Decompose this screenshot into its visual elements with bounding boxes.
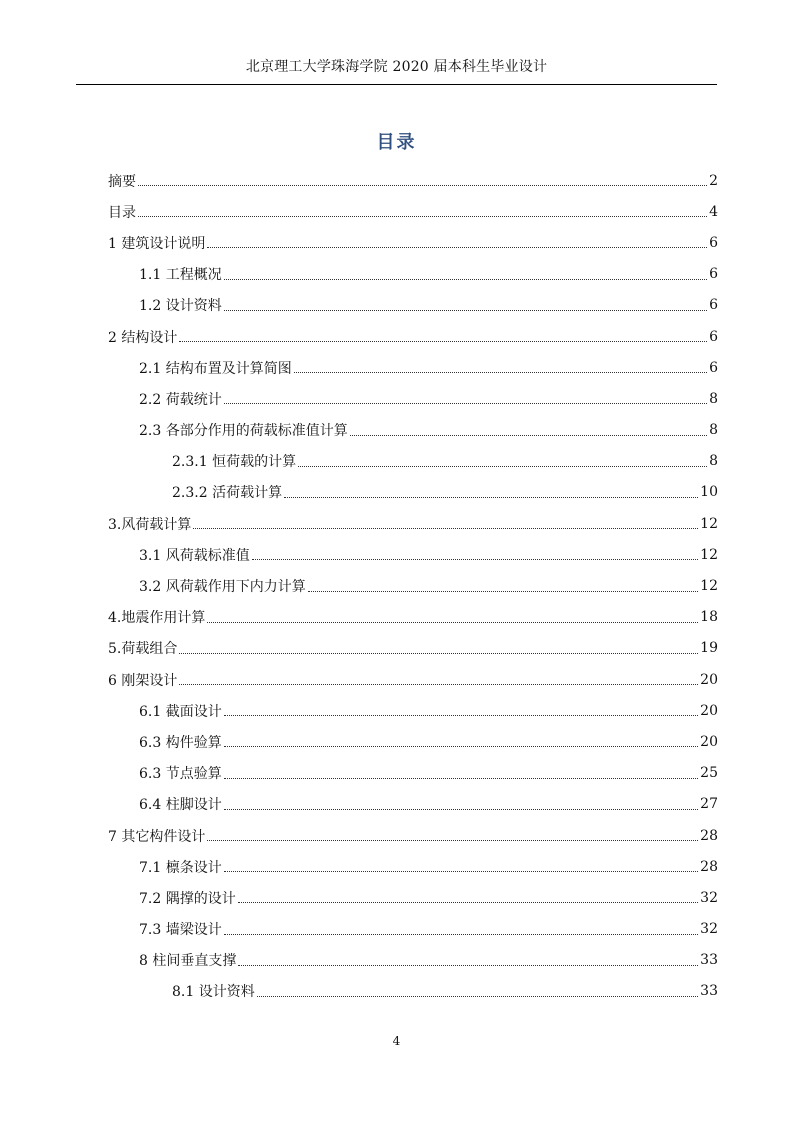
toc-entry-label: 7.3 墙梁设计 xyxy=(139,922,222,939)
toc-entry-page-number: 19 xyxy=(700,640,718,657)
toc-entry[interactable] xyxy=(108,726,718,757)
toc-entry-page-number: 8 xyxy=(709,390,718,407)
toc-entry[interactable] xyxy=(108,539,718,570)
toc-entry[interactable] xyxy=(108,352,718,383)
toc-entry-page-number: 33 xyxy=(700,952,718,969)
toc-entry[interactable] xyxy=(108,259,718,290)
toc-dot-leader xyxy=(138,216,707,217)
toc-entry-page-number: 20 xyxy=(700,733,718,750)
toc-dot-leader xyxy=(224,715,698,716)
page-number: 4 xyxy=(392,1034,401,1048)
toc-entry-page-number: 6 xyxy=(709,234,718,251)
table-of-contents xyxy=(108,165,718,1007)
toc-dot-leader xyxy=(207,840,698,841)
toc-entry-label: 6.3 节点验算 xyxy=(139,766,222,783)
toc-entry[interactable] xyxy=(108,415,718,446)
toc-entry-page-number: 6 xyxy=(709,359,718,376)
toc-dot-leader xyxy=(224,310,707,311)
toc-dot-leader xyxy=(238,902,698,903)
page-header: 北京理工大学珠海学院 2020 届本科生毕业设计 xyxy=(245,59,548,75)
toc-title: 目录 xyxy=(376,132,417,153)
toc-entry-page-number: 6 xyxy=(709,266,718,283)
toc-entry-page-number: 8 xyxy=(709,453,718,470)
toc-entry-label: 摘要 xyxy=(108,173,136,190)
toc-entry[interactable] xyxy=(108,446,718,477)
toc-entry-page-number: 8 xyxy=(709,422,718,439)
toc-entry-page-number: 28 xyxy=(700,827,718,844)
toc-entry[interactable] xyxy=(108,508,718,539)
toc-entry-page-number: 4 xyxy=(709,203,718,220)
toc-dot-leader xyxy=(294,372,707,373)
toc-dot-leader xyxy=(179,653,698,654)
toc-entry-label: 3.风荷载计算 xyxy=(108,516,192,533)
toc-entry-label: 2.3.2 活荷载计算 xyxy=(172,485,283,502)
toc-entry-label: 7 其它构件设计 xyxy=(108,828,206,845)
toc-entry-page-number: 20 xyxy=(700,702,718,719)
toc-entry-page-number: 12 xyxy=(700,515,718,532)
toc-entry-page-number: 32 xyxy=(700,889,718,906)
toc-dot-leader xyxy=(224,279,707,280)
toc-entry-label: 目录 xyxy=(108,204,136,221)
toc-dot-leader xyxy=(207,622,698,623)
toc-entry-label: 2.2 荷载统计 xyxy=(139,391,222,408)
toc-entry-label: 3.1 风荷载标准值 xyxy=(139,547,250,564)
toc-entry[interactable] xyxy=(108,758,718,789)
toc-entry-label: 6.4 柱脚设计 xyxy=(139,797,222,814)
toc-entry[interactable] xyxy=(108,633,718,664)
toc-dot-leader xyxy=(284,497,698,498)
toc-entry[interactable] xyxy=(108,321,718,352)
toc-dot-leader xyxy=(224,403,707,404)
toc-entry-page-number: 6 xyxy=(709,328,718,345)
toc-entry-page-number: 32 xyxy=(700,921,718,938)
toc-entry-page-number: 6 xyxy=(709,297,718,314)
toc-dot-leader xyxy=(252,559,698,560)
toc-entry[interactable] xyxy=(108,196,718,227)
toc-dot-leader xyxy=(138,185,707,186)
toc-dot-leader xyxy=(224,778,698,779)
toc-entry[interactable] xyxy=(108,695,718,726)
toc-dot-leader xyxy=(257,996,698,997)
toc-dot-leader xyxy=(207,247,707,248)
toc-entry[interactable] xyxy=(108,976,718,1007)
toc-entry[interactable] xyxy=(108,820,718,851)
toc-entry[interactable] xyxy=(108,570,718,601)
toc-dot-leader xyxy=(238,965,698,966)
toc-entry-label: 1.2 设计资料 xyxy=(139,298,222,315)
toc-entry-label: 3.2 风荷载作用下内力计算 xyxy=(139,579,306,596)
toc-entry[interactable] xyxy=(108,914,718,945)
toc-entry[interactable] xyxy=(108,165,718,196)
toc-entry-page-number: 2 xyxy=(709,172,718,189)
toc-dot-leader xyxy=(179,341,707,342)
toc-entry[interactable] xyxy=(108,477,718,508)
toc-entry[interactable] xyxy=(108,789,718,820)
toc-entry-label: 2.1 结构布置及计算简图 xyxy=(139,360,292,377)
toc-entry-label: 6.1 截面设计 xyxy=(139,703,222,720)
toc-entry-label: 5.荷载组合 xyxy=(108,641,178,658)
toc-entry-label: 2.3.1 恒荷载的计算 xyxy=(172,454,297,471)
toc-entry-label: 8 柱间垂直支撑 xyxy=(139,953,237,970)
toc-entry[interactable] xyxy=(108,851,718,882)
toc-entry-page-number: 18 xyxy=(700,609,718,626)
toc-entry-page-number: 20 xyxy=(700,671,718,688)
toc-entry[interactable] xyxy=(108,602,718,633)
toc-entry[interactable] xyxy=(108,664,718,695)
toc-entry-page-number: 33 xyxy=(700,983,718,1000)
toc-dot-leader xyxy=(224,871,698,872)
toc-entry[interactable] xyxy=(108,945,718,976)
toc-entry-label: 4.地震作用计算 xyxy=(108,610,206,627)
toc-entry-label: 1.1 工程概况 xyxy=(139,267,222,284)
toc-entry-page-number: 27 xyxy=(700,796,718,813)
header-rule xyxy=(76,84,717,85)
toc-dot-leader xyxy=(224,746,698,747)
toc-entry-label: 2 结构设计 xyxy=(108,329,178,346)
toc-entry-page-number: 12 xyxy=(700,546,718,563)
toc-entry[interactable] xyxy=(108,290,718,321)
toc-entry-label: 8.1 设计资料 xyxy=(172,984,255,1001)
toc-dot-leader xyxy=(193,528,698,529)
toc-dot-leader xyxy=(350,435,707,436)
toc-entry-page-number: 10 xyxy=(700,484,718,501)
toc-dot-leader xyxy=(308,591,698,592)
toc-dot-leader xyxy=(224,809,698,810)
toc-entry-page-number: 28 xyxy=(700,858,718,875)
toc-dot-leader xyxy=(224,934,698,935)
toc-entry-label: 1 建筑设计说明 xyxy=(108,235,206,252)
toc-entry[interactable] xyxy=(108,227,718,258)
toc-entry-label: 6 刚架设计 xyxy=(108,672,178,689)
toc-dot-leader xyxy=(298,466,707,467)
toc-entry-label: 2.3 各部分作用的荷载标准值计算 xyxy=(139,423,348,440)
toc-entry[interactable] xyxy=(108,882,718,913)
toc-entry-page-number: 25 xyxy=(700,765,718,782)
toc-entry[interactable] xyxy=(108,383,718,414)
toc-entry-label: 6.3 构件验算 xyxy=(139,734,222,751)
toc-entry-label: 7.1 檩条设计 xyxy=(139,859,222,876)
toc-dot-leader xyxy=(179,684,698,685)
toc-entry-label: 7.2 隅撑的设计 xyxy=(139,890,236,907)
toc-entry-page-number: 12 xyxy=(700,578,718,595)
